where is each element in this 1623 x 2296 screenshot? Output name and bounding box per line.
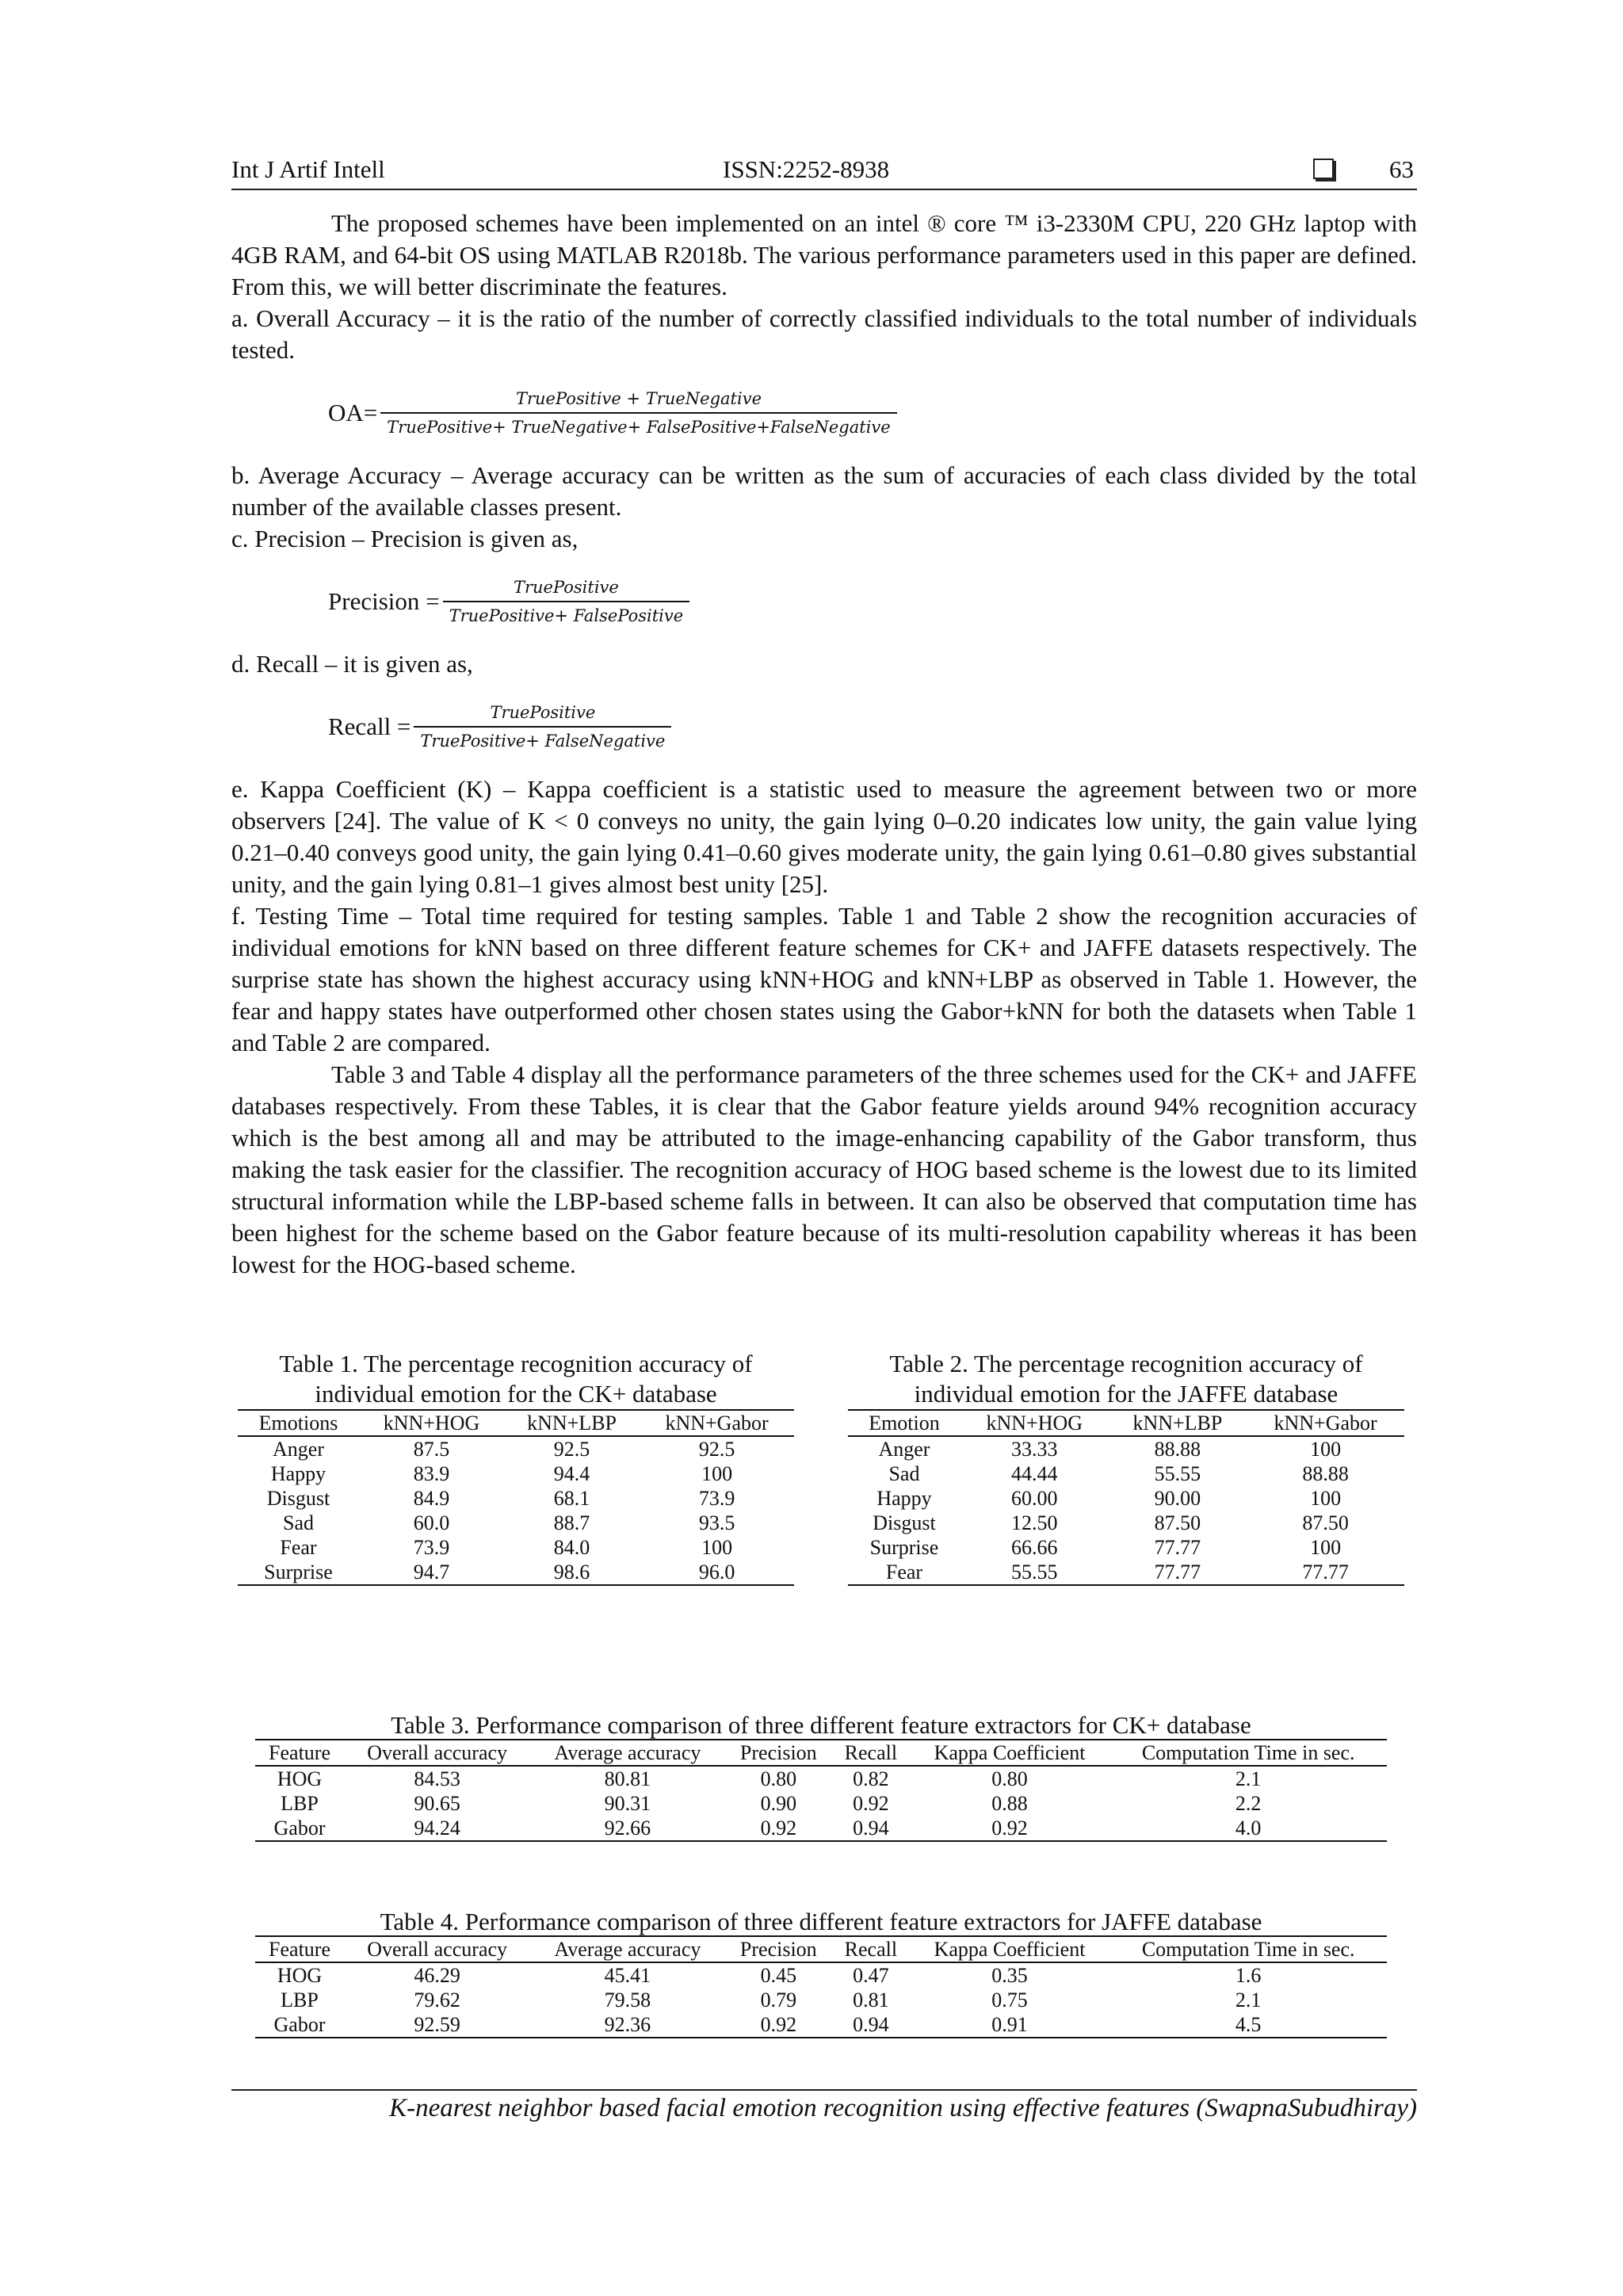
table-cell: Disgust [873, 1511, 936, 1534]
paragraph-setup: The proposed schemes have been implemented on an intel ® core ™ i3-2330M CPU, 220 GHz laptop with 4GB RAM, and 64-bit OS using MATLAB R2018b. The various performance parameters used in this paper are defined. From this, we will better discriminate the features. [231, 209, 1417, 300]
column-header: Recall [832, 1936, 910, 1962]
table-cell: 55.55 [960, 1560, 1109, 1585]
denominator: TruePositive+ FalsePositive [449, 606, 684, 625]
table-cell: 77.77 [1247, 1560, 1404, 1585]
table-cell: 0.80 [991, 1767, 1028, 1790]
column-header: kNN+LBP [1109, 1410, 1247, 1436]
table-cell: Gabor [255, 2012, 344, 2038]
column-header: Feature [255, 1740, 344, 1766]
paragraph-kappa: e. Kappa Coefficient (K) – Kappa coefficient is a statistic used to measure the agreement between two or more observers [24]. The value of K < 0 conveys no unity, the gain lying 0–0.20 indicates low unity, the gain value lying 0.21–0.40 conveys good unity, the gain lying 0.41–0.60 gives moderate unity, the gain lying 0.61–0.80 gives substantial unity, and the gain lying 0.81–1 gives almost best unity [25]. [231, 775, 1417, 898]
table-cell: 73.9 [413, 1536, 450, 1559]
tables-1-2 [231, 1349, 1417, 1603]
table-cell: 83.9 [413, 1462, 450, 1485]
column-header: Average accuracy [530, 1936, 724, 1962]
table-cell: Gabor [255, 1816, 344, 1841]
table-cell: 0.90 [760, 1792, 797, 1815]
table-cell: 79.58 [604, 1988, 651, 2011]
table-cell: 0.45 [760, 1964, 797, 1987]
table-cell: 2.2 [1235, 1792, 1262, 1815]
table-cell: 80.81 [604, 1767, 651, 1790]
table-cell: 2.1 [1235, 1767, 1262, 1790]
table-cell: 88.7 [553, 1511, 590, 1534]
table-cell: 100 [1310, 1536, 1342, 1559]
table-1-grid [238, 1409, 794, 1586]
table-3-caption: Table 3. Performance comparison of three different feature extractors for CK+ database [391, 1711, 1251, 1739]
table-cell: 93.5 [698, 1511, 735, 1534]
table-4-caption: Table 4. Performance comparison of three different feature extractors for JAFFE database [380, 1908, 1262, 1935]
table-cell: 0.92 [910, 1816, 1110, 1841]
column-header: Kappa Coefficient [910, 1740, 1110, 1766]
issn: ISSN:2252-8938 [723, 155, 890, 183]
table-cell: 90.31 [604, 1792, 651, 1815]
table-cell: 55.55 [1154, 1462, 1201, 1485]
table-cell: Sad [283, 1511, 314, 1534]
table-cell: 92.36 [530, 2012, 724, 2038]
table-cell: Disgust [266, 1487, 330, 1510]
table-row [238, 1486, 794, 1511]
table-row [848, 1560, 1404, 1585]
table-cell: Surprise [238, 1560, 359, 1585]
table-cell: 79.62 [414, 1988, 460, 2011]
table-cell: LBP [281, 1988, 319, 2011]
running-footer [231, 2089, 1417, 2123]
table-4-grid [255, 1935, 1387, 2038]
table-row [255, 2012, 1387, 2038]
table-cell: LBP [281, 1792, 319, 1815]
table-row [255, 1791, 1387, 1816]
table-3 [255, 1712, 1387, 1842]
formula-recall-lhs: Recall = [328, 712, 411, 740]
column-header: Average accuracy [530, 1740, 724, 1766]
table-cell: 60.0 [413, 1511, 450, 1534]
page [231, 151, 1417, 2036]
formula-recall [328, 694, 1417, 759]
table-cell: 0.35 [991, 1964, 1028, 1987]
table-1 [238, 1349, 794, 1586]
numerator: TruePositive [490, 703, 596, 722]
table-row [848, 1436, 1404, 1461]
table-row [848, 1461, 1404, 1486]
table-cell: 84.9 [413, 1487, 450, 1510]
running-header [231, 151, 1417, 190]
table-header-row [255, 1740, 1387, 1766]
table-cell: 87.50 [1154, 1511, 1201, 1534]
table-cell: 96.0 [640, 1560, 794, 1585]
table-cell: 0.92 [725, 1816, 832, 1841]
table-cell: 2.1 [1235, 1988, 1262, 2011]
table-row [238, 1560, 794, 1585]
paragraph-average-accuracy: b. Average Accuracy – Average accuracy can be written as the sum of accuracies of each class divided by the total number of the available classes present. [231, 461, 1417, 521]
table-cell: 0.94 [832, 1816, 910, 1841]
table-cell: 84.53 [414, 1767, 460, 1790]
table-cell: Fear [280, 1536, 317, 1559]
formula-oa [328, 380, 1417, 445]
table-cell: Anger [878, 1438, 930, 1461]
table-row [848, 1535, 1404, 1560]
table-row [238, 1535, 794, 1560]
table-cell: 66.66 [1011, 1536, 1058, 1559]
table-cell: 45.41 [604, 1964, 651, 1987]
table-cell: 0.92 [725, 2012, 832, 2038]
column-header: kNN+Gabor [640, 1410, 794, 1436]
table-cell: Happy [876, 1487, 932, 1510]
table-cell: Surprise [869, 1536, 939, 1559]
page-number: 63 [1389, 155, 1414, 183]
table-cell: 33.33 [1011, 1438, 1058, 1461]
table-cell: 94.4 [553, 1462, 590, 1485]
paragraph-precision: c. Precision – Precision is given as, [231, 525, 579, 552]
column-header: kNN+HOG [359, 1410, 504, 1436]
table-cell: Fear [848, 1560, 960, 1585]
paragraph-overall-accuracy: a. Overall Accuracy – it is the ratio of the number of correctly classified individuals to the total number of individuals tested. [231, 304, 1417, 364]
table-cell: 0.81 [853, 1988, 889, 2011]
table-cell: 46.29 [414, 1964, 460, 1987]
table-cell: 100 [701, 1536, 733, 1559]
table-1-caption: Table 1. The percentage recognition accuracy of individual emotion for the CK+ database [279, 1350, 753, 1408]
table-cell: 44.44 [1011, 1462, 1058, 1485]
fraction [380, 385, 896, 441]
paragraph-testing-time: f. Testing Time – Total time required for testing samples. Table 1 and Table 2 show the recognition accuracies of individual emotions for kNN based on three different feature schemes for CK+ and JAFFE datasets respectively. The surprise state has shown the highest accuracy using kNN+HOG and kNN+LBP as observed in Table 1. However, the fear and happy states have outperformed other chosen states using the Gabor+kNN for both the datasets when Table 1 and Table 2 are compared. [231, 902, 1417, 1056]
table-cell: 12.50 [1011, 1511, 1058, 1534]
table-cell: 92.66 [530, 1816, 724, 1841]
paragraph-discussion: Table 3 and Table 4 display all the performance parameters of the three schemes used for the CK+ and JAFFE databases respectively. From these Tables, it is clear that the Gabor feature yields around 94% recognition accuracy which is the best among all and may be attributed to the image-enhancing capability of the Gabor transform, thus making the task easier for the classifier. The recognition accuracy of HOG based scheme is the lowest due to its limited structural information while the LBP-based scheme falls in between. It can also be observed that computation time has been highest for the scheme based on the Gabor feature because of its multi-resolution capability whereas it has been lowest for the HOG-based scheme. [231, 1060, 1417, 1278]
column-header: kNN+Gabor [1247, 1410, 1404, 1436]
table-cell: Anger [273, 1438, 324, 1461]
fraction [443, 574, 690, 629]
column-header: kNN+HOG [960, 1410, 1109, 1436]
table-row [238, 1511, 794, 1535]
table-cell: 0.80 [760, 1767, 797, 1790]
table-cell: Happy [270, 1462, 327, 1485]
table-cell: 98.6 [504, 1560, 640, 1585]
table-header-row [238, 1410, 794, 1436]
table-cell: 100 [1310, 1487, 1342, 1510]
table-cell: 0.47 [853, 1964, 889, 1987]
table-2-caption: Table 2. The percentage recognition accuracy of individual emotion for the JAFFE database [889, 1350, 1363, 1408]
table-cell: 90.00 [1154, 1487, 1201, 1510]
table-cell: 77.77 [1154, 1536, 1201, 1559]
table-cell: HOG [277, 1964, 323, 1987]
denominator: TruePositive+ FalseNegative [420, 732, 666, 751]
table-row [848, 1511, 1404, 1535]
table-cell: 87.50 [1302, 1511, 1349, 1534]
column-header: Overall accuracy [344, 1740, 530, 1766]
table-row [848, 1486, 1404, 1511]
table-cell: 0.91 [910, 2012, 1110, 2038]
table-cell: 84.0 [553, 1536, 590, 1559]
table-cell: 60.00 [1011, 1487, 1058, 1510]
table-cell: 100 [1310, 1438, 1342, 1461]
table-row [255, 1816, 1387, 1841]
table-cell: 1.6 [1235, 1964, 1262, 1987]
table-cell: 0.75 [991, 1988, 1028, 2011]
column-header: Computation Time in sec. [1109, 1936, 1387, 1962]
table-cell: 4.5 [1109, 2012, 1387, 2038]
table-cell: 0.92 [853, 1792, 889, 1815]
table-cell: 0.82 [853, 1767, 889, 1790]
table-cell: 94.7 [359, 1560, 504, 1585]
table-cell: 4.0 [1109, 1816, 1387, 1841]
table-row [255, 1766, 1387, 1791]
column-header: kNN+LBP [504, 1410, 640, 1436]
journal-name: Int J Artif Intell [231, 155, 385, 183]
square-box-icon [1313, 159, 1334, 179]
column-header: Recall [832, 1740, 910, 1766]
column-header: Overall accuracy [344, 1936, 530, 1962]
formula-precision-lhs: Precision = [328, 587, 440, 615]
table-cell: 0.88 [991, 1792, 1028, 1815]
table-cell: 92.5 [698, 1438, 735, 1461]
body-text [231, 208, 1417, 1281]
table-cell: 92.59 [344, 2012, 530, 2038]
column-header: Emotions [238, 1410, 359, 1436]
denominator: TruePositive+ TrueNegative+ FalsePositive+FalseNegative [387, 418, 891, 437]
footer-title: K-nearest neighbor based facial emotion recognition using effective features (SwapnaSubudhiray) [389, 2094, 1417, 2122]
column-header: Feature [255, 1936, 344, 1962]
column-header: Precision [725, 1740, 832, 1766]
column-header: Emotion [848, 1410, 960, 1436]
table-row [255, 1962, 1387, 1988]
fraction [414, 699, 671, 755]
formula-precision [328, 569, 1417, 634]
table-cell: 0.79 [760, 1988, 797, 2011]
numerator: TruePositive + TrueNegative [515, 389, 762, 408]
column-header: Computation Time in sec. [1109, 1740, 1387, 1766]
table-cell: 94.24 [344, 1816, 530, 1841]
table-row [255, 1988, 1387, 2012]
table-row [238, 1461, 794, 1486]
table-2-grid [848, 1409, 1404, 1586]
column-header: Kappa Coefficient [910, 1936, 1110, 1962]
table-cell: 88.88 [1302, 1462, 1349, 1485]
table-cell: 73.9 [698, 1487, 735, 1510]
table-cell: 77.77 [1109, 1560, 1247, 1585]
table-cell: HOG [277, 1767, 323, 1790]
table-row [238, 1436, 794, 1461]
table-3-grid [255, 1739, 1387, 1842]
paragraph-recall: d. Recall – it is given as, [231, 650, 473, 678]
table-header-row [255, 1936, 1387, 1962]
table-cell: 0.94 [832, 2012, 910, 2038]
column-header: Precision [725, 1936, 832, 1962]
table-header-row [848, 1410, 1404, 1436]
table-4 [255, 1908, 1387, 2038]
table-cell: 92.5 [553, 1438, 590, 1461]
table-cell: 87.5 [413, 1438, 450, 1461]
table-cell: 90.65 [414, 1792, 460, 1815]
table-cell: Sad [888, 1462, 920, 1485]
table-2 [848, 1349, 1404, 1586]
table-cell: 68.1 [553, 1487, 590, 1510]
table-cell: 88.88 [1154, 1438, 1201, 1461]
table-cell: 100 [701, 1462, 733, 1485]
numerator: TruePositive [513, 578, 619, 597]
formula-oa-lhs: OA= [328, 399, 378, 426]
